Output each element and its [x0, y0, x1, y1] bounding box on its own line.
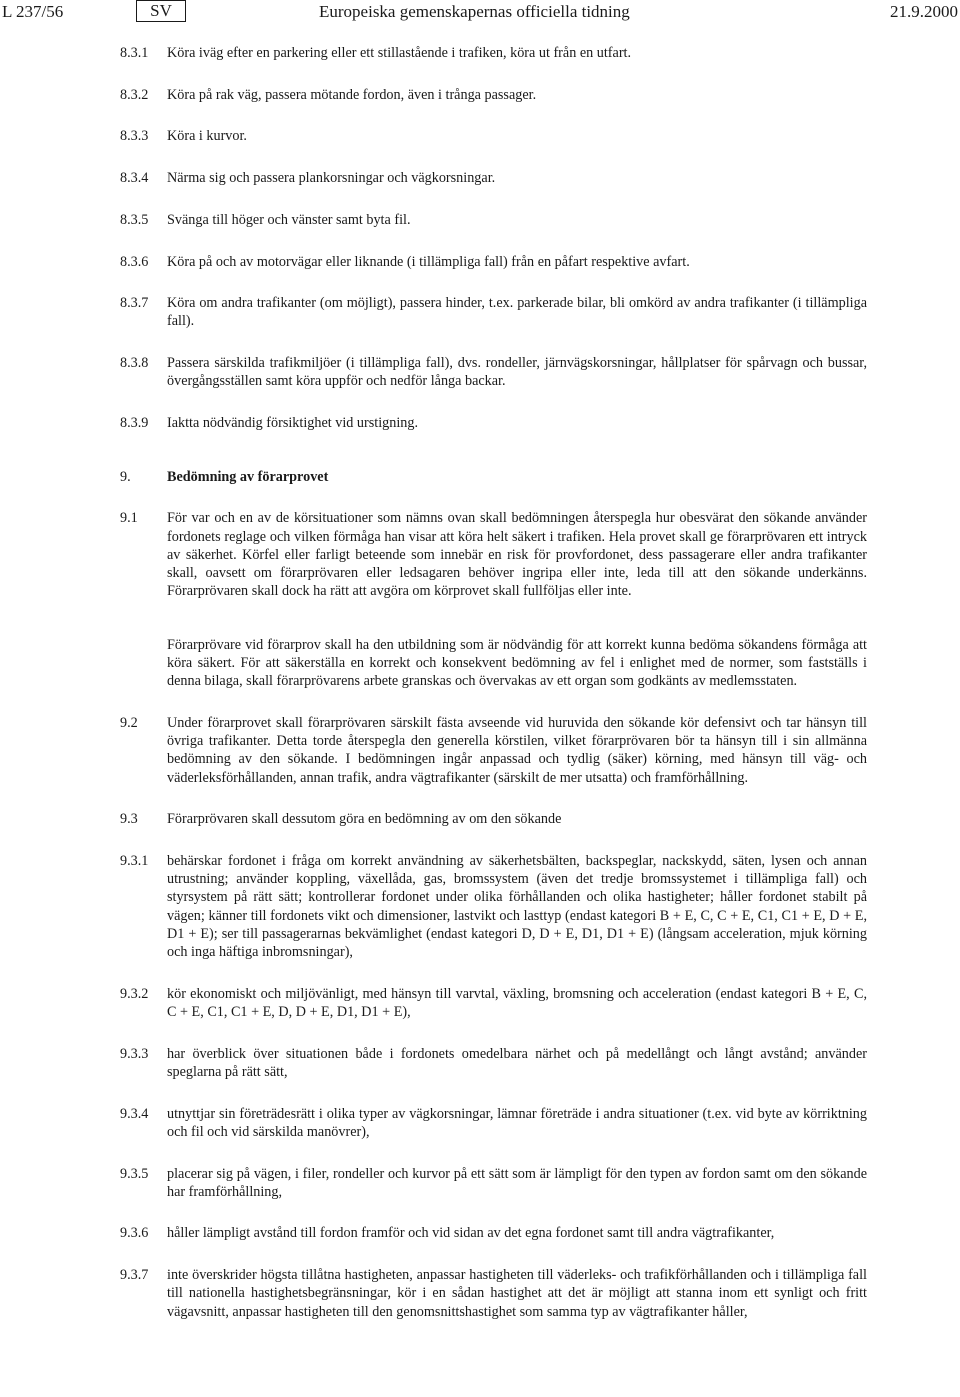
section-number: 9. [120, 468, 131, 485]
item-text: För var och en av de körsituationer som nämns ovan skall bedömningen återspegla hur obesvärat den sökande använder fordonets reglage och vilken förmåga han visar att köra helt säkert i trafiken. Hela provet skall ge förarprövaren ett intryck av säkerhet. Körfel eller farligt beteende som innebär en risk för provfordonet, dess passagerare eller andra trafikanter skall, oavsett om förarprövaren eller ledsagaren behöver ingripa eller inte, leda till att den sökande underkänns. Förarprövaren skall dock ha rätt att avgöra om körprovet skall fullföljas eller inte. [167, 510, 867, 600]
paragraph: Förarprövare vid förarprov skall ha den utbildning som är nödvändig för att korrekt kunna bedöma sökandens förmåga att köra säkert. För att säkerställa en korrekt och konsekvent bedömning av fel i enlighet med de normer, som fastställs i denna bilaga, skall förarprövarens arbete granskas och övervakas av ett organ som godkänts av medlemsstaten. [167, 636, 867, 690]
item-text: placerar sig på vägen, i filer, rondeller och kurvor på ett sätt som är lämpligt för den typen av fordon samt om den sökande har framförhållning, [167, 1165, 867, 1200]
list-item [0, 86, 960, 104]
list-item [0, 44, 960, 62]
item-number: 9.3.3 [120, 1045, 149, 1062]
item-text: Köra iväg efter en parkering eller ett stillastående i trafiken, köra ut från en utfart. [167, 45, 632, 61]
item-text: Förarprövaren skall dessutom göra en bedömning av om den sökande [167, 811, 562, 828]
item-text: Under förarprovet skall förarprövaren särskilt fästa avseende vid huruvida den sökande kör defensivt och tar hänsyn till övriga trafikanter. Detta torde återspegla den generella körstilen, vilket förarprövaren bör ta hänsyn till i sin allmänna bedömning av den sökande. I bedömningen ingår anpassad och tydlig (säker) körning, med hänsyn till väg- och väderleksförhållanden, annan trafik, andra vägtrafikanter (särskilt de mer utsatta) och framförhållning. [167, 715, 867, 786]
item-number: 8.3.1 [120, 45, 149, 61]
list-item [0, 509, 960, 600]
item-number: 9.3.5 [120, 1165, 149, 1182]
item-text: Passera särskilda trafikmiljöer (i tillämpliga fall), dvs. rondeller, järnvägskorsningar, hållplatser för spårvagn och bussar, övergångsställen samt köra uppför och nedför långa backar. [167, 355, 867, 390]
item-text: inte överskrider högsta tillåtna hastigheten, anpassar hastigheten till väderleks- och trafikförhållanden och i tillämpliga fall till nationella hastighetsbegränsningar, kör i en sådan hastighet att det är möjligt att stanna inom ett synligt och fritt vägavsnitt, anpassar hastigheten till den genomsnittshastighet som samma typ av vägtrafikanter håller, [167, 1267, 867, 1320]
item-text: Köra på rak väg, passera mötande fordon, även i trånga passager. [167, 86, 537, 103]
list-item [0, 810, 960, 828]
item-text: behärskar fordonet i fråga om korrekt användning av säkerhetsbälten, backspeglar, nackskydd, säten, lysen och annan utrustning; använder koppling, växellåda, gas, bromssystem (även det tredje bromssystemet i tillämpliga fall) och styrsystem på rätt sätt; kontrollerar fordonet under olika förhållanden och olika hastigheter; håller fordonet stabilt på vägen; känner till fordonets vikt och dimensioner, lastvikt och lasttyp (endast kategori B + E, C, C + E, C1, C1 + E, D + E, D1 + E); ser till passagerarnas bekvämlighet (endast kategori D, D + E, D1, D1 + E) (långsam acceleration, mjuk körning och inga häftiga inbromsningar), [167, 853, 867, 961]
list-item [0, 294, 960, 330]
list-item [0, 1224, 960, 1242]
list-item [0, 1165, 960, 1201]
list-item [0, 1045, 960, 1081]
item-number: 8.3.6 [120, 253, 149, 270]
item-number: 9.3.7 [120, 1267, 149, 1284]
item-text: Iaktta nödvändig försiktighet vid urstigning. [167, 415, 419, 432]
item-number: 8.3.5 [120, 211, 149, 228]
item-number: 8.3.3 [120, 128, 149, 145]
list-item [0, 414, 960, 432]
section-heading [0, 468, 960, 486]
item-text: utnyttjar sin företrädesrätt i olika typer av vägkorsningar, lämnar företräde i andra situationer (t.ex. vid byte av körriktning och fil och vid särskilda manövrer), [167, 1105, 867, 1140]
list-item [0, 253, 960, 271]
item-number: 9.3.2 [120, 985, 149, 1002]
journal-title: Europeiska gemenskapernas officiella tidning [319, 2, 630, 21]
section-title: Bedömning av förarprovet [167, 468, 329, 485]
item-number: 9.3.6 [120, 1225, 149, 1242]
item-number: 9.1 [120, 510, 138, 527]
item-text: Köra i kurvor. [167, 128, 247, 145]
list-item [0, 714, 960, 787]
list-item [0, 1105, 960, 1141]
list-item [0, 169, 960, 187]
item-text: håller lämpligt avstånd till fordon framför och vid sidan av det egna fordonet samt till andra vägtrafikanter, [167, 1225, 775, 1242]
item-number: 8.3.9 [120, 415, 149, 432]
item-text: Köra om andra trafikanter (om möjligt), passera hinder, t.ex. parkerade bilar, bli omkörd av andra trafikanter (i tillämpliga fall). [167, 295, 867, 330]
list-item [0, 211, 960, 229]
item-number: 8.3.2 [120, 86, 149, 103]
item-number: 9.2 [120, 715, 138, 732]
list-item [0, 852, 960, 961]
item-text: kör ekonomiskt och miljövänligt, med hänsyn till varvtal, växling, bromsning och acceleration (endast kategori B + E, C, C + E, C1, C1 + E, D, D + E, D1, D1 + E), [167, 985, 867, 1020]
item-number: 9.3.1 [120, 853, 149, 870]
document-body [0, 44, 960, 1344]
language-box: SV [136, 0, 186, 22]
item-number: 8.3.8 [120, 355, 149, 372]
item-number: 8.3.7 [120, 295, 149, 312]
item-text: har överblick över situationen både i fordonets omedelbara närhet och på medellångt och långt avstånd; använder speglarna på rätt sätt, [167, 1045, 867, 1080]
list-item [0, 1266, 960, 1321]
list-item [0, 985, 960, 1021]
page-reference: L 237/56 [2, 2, 64, 21]
list-item [0, 127, 960, 145]
item-number: 9.3 [120, 811, 138, 828]
item-text: Närma sig och passera plankorsningar och vägkorsningar. [167, 170, 496, 187]
page-header [0, 0, 960, 30]
item-number: 9.3.4 [120, 1105, 149, 1122]
item-text: Köra på och av motorvägar eller liknande (i tillämpliga fall) från en påfart respektive avfart. [167, 253, 690, 270]
list-item [0, 354, 960, 390]
item-number: 8.3.4 [120, 170, 149, 187]
publication-date: 21.9.2000 [890, 2, 958, 21]
item-text: Svänga till höger och vänster samt byta fil. [167, 211, 411, 228]
